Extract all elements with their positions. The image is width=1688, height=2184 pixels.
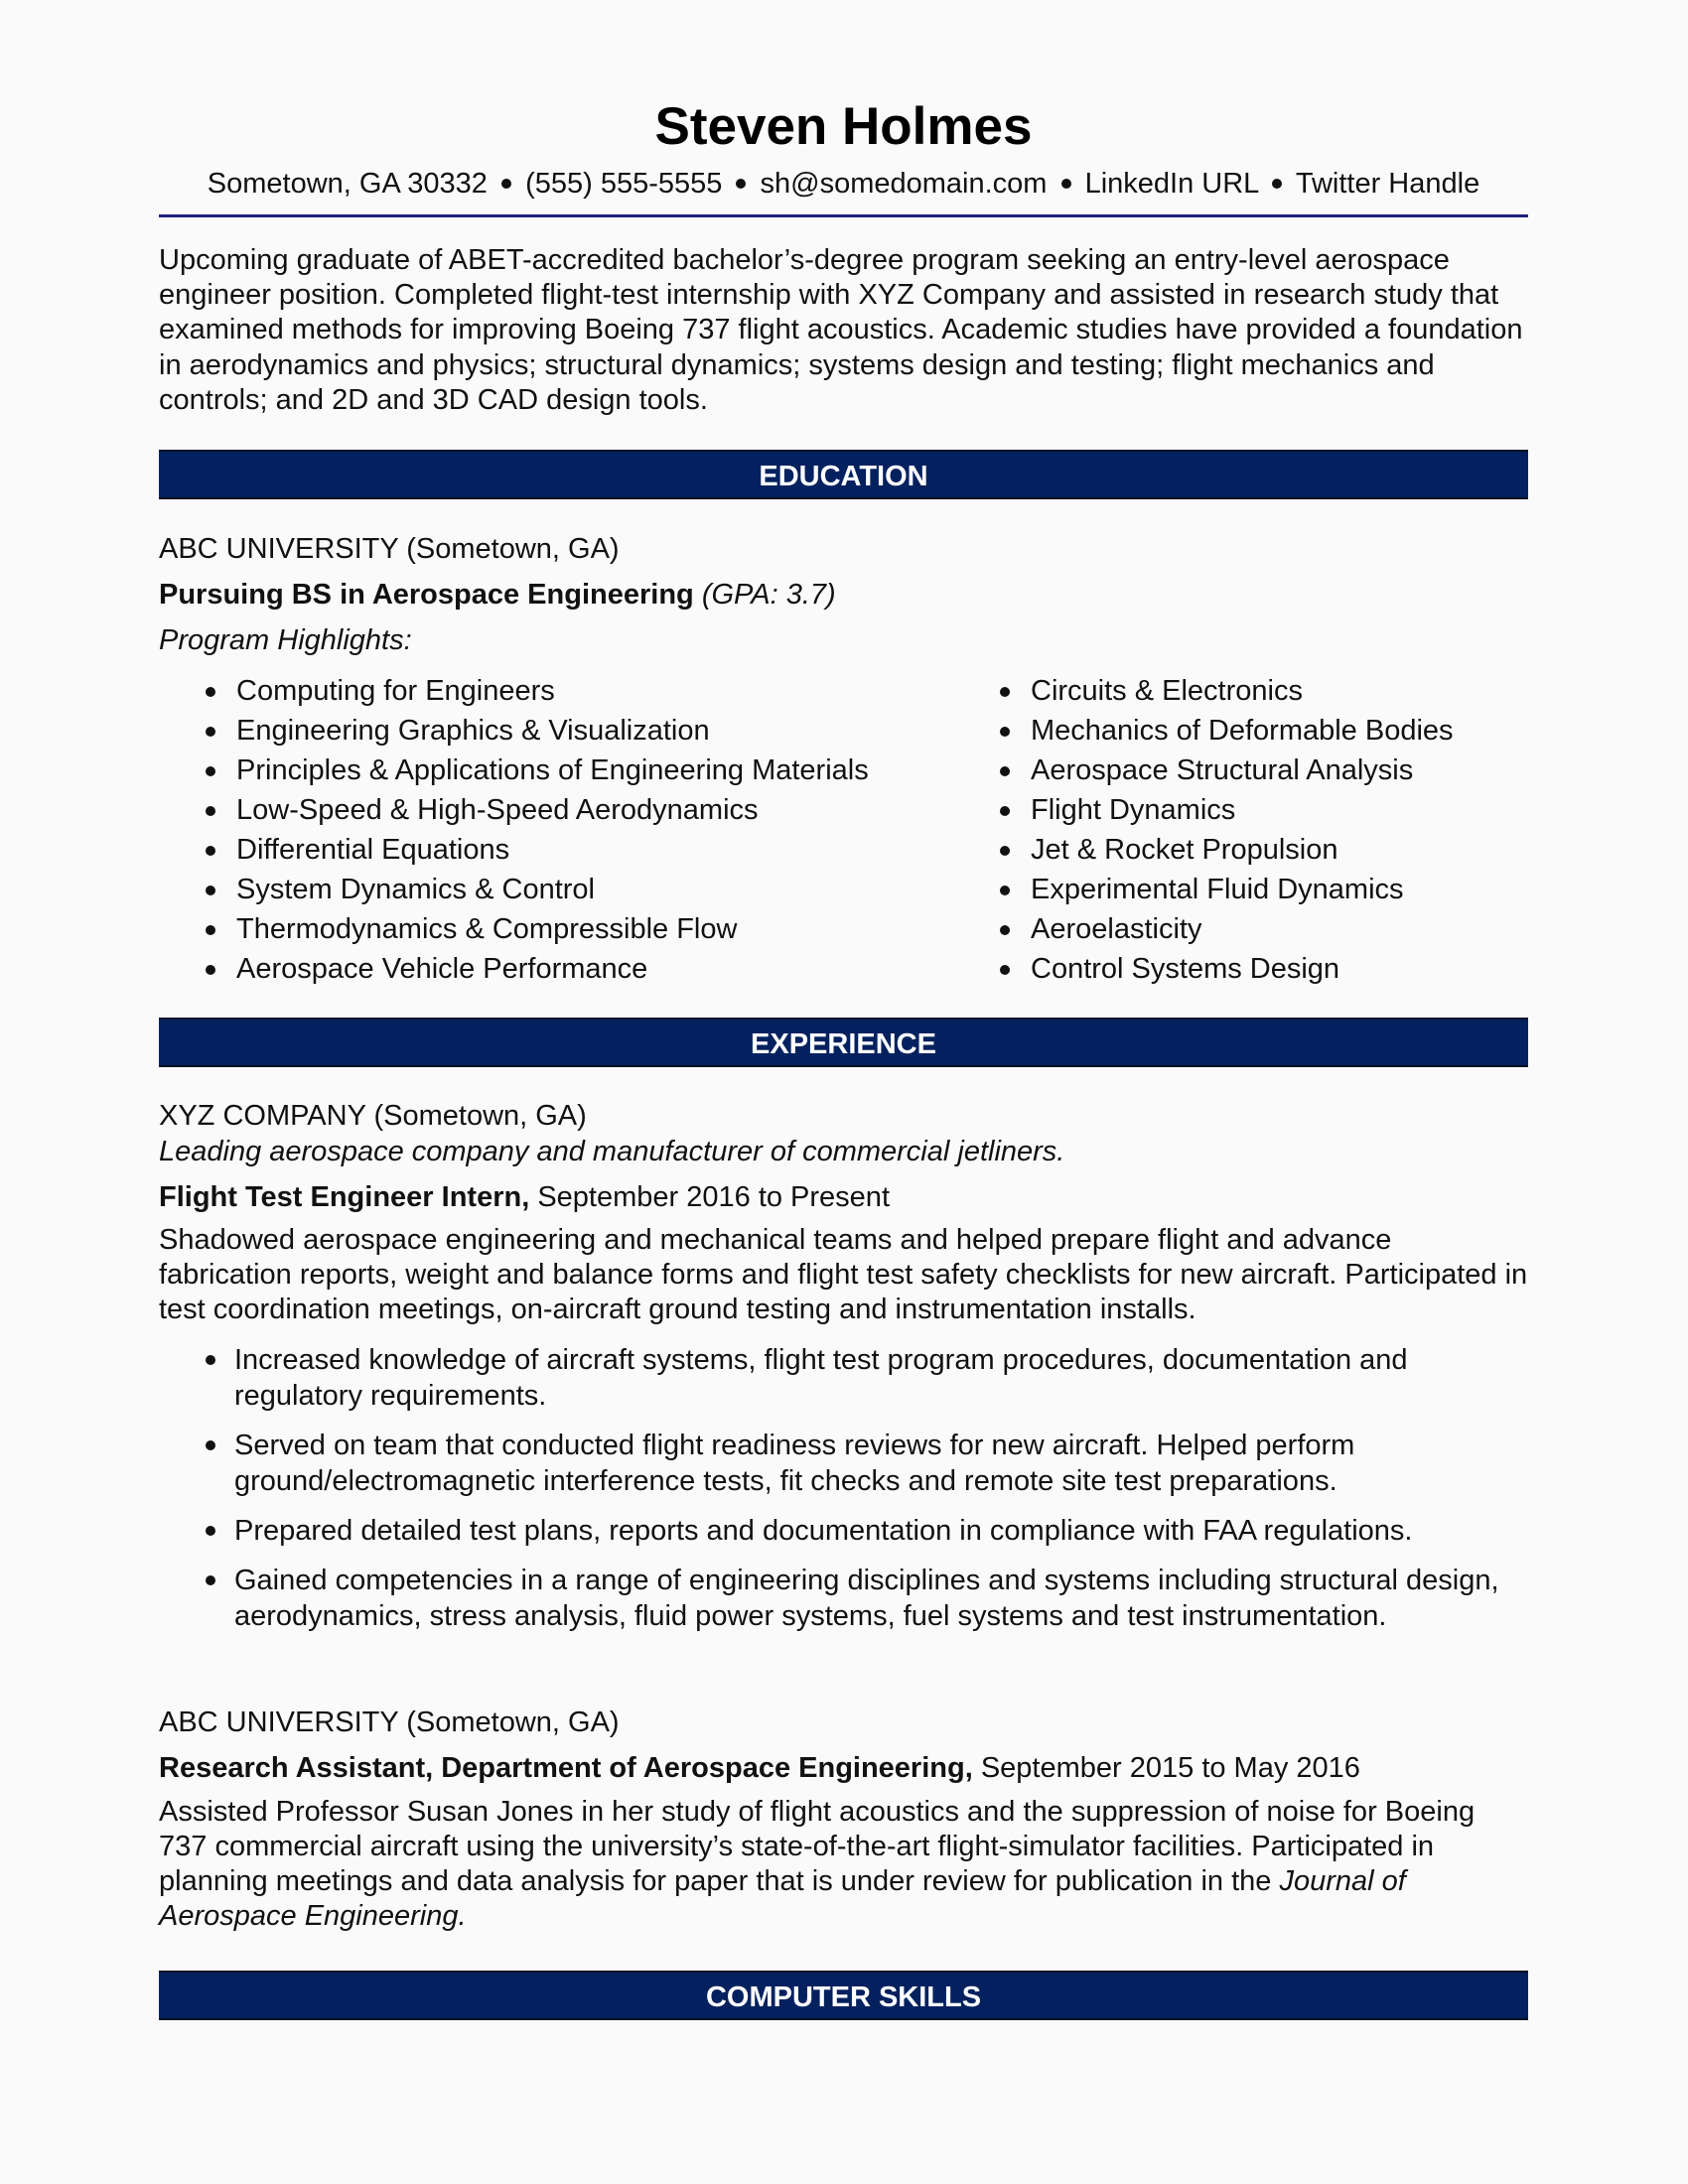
list-item: Prepared detailed test plans, reports and documentation in compliance with FAA regulations.	[159, 1513, 1528, 1549]
list-item: Increased knowledge of aircraft systems, flight test program procedures, documentation and regulatory requirements.	[159, 1342, 1528, 1414]
contact-linkedin: LinkedIn URL	[1084, 168, 1259, 200]
list-item: Circuits & Electronics	[953, 671, 1454, 711]
list-item: Gained competencies in a range of engineering disciplines and systems including structural design, aerodynamics, stress analysis, fluid power systems, fuel systems and test instrumentation.	[159, 1563, 1528, 1634]
job-dates: September 2016 to Present	[537, 1181, 890, 1213]
job-achievements-list	[159, 1342, 1528, 1634]
job-title: Research Assistant, Department of Aerospace Engineering,	[159, 1752, 973, 1784]
section-heading-education: EDUCATION	[159, 450, 1528, 499]
bullet-separator-icon	[1272, 179, 1282, 189]
highlights-list-left	[159, 671, 869, 989]
job-employer: XYZ COMPANY (Sometown, GA)	[159, 1100, 587, 1132]
list-item: Aerospace Vehicle Performance	[159, 949, 869, 989]
education-school: ABC UNIVERSITY (Sometown, GA)	[159, 533, 620, 565]
bullet-separator-icon	[736, 179, 746, 189]
bullet-separator-icon	[501, 179, 511, 189]
education-degree: Pursuing BS in Aerospace Engineering	[159, 579, 694, 611]
job-title-line	[159, 1750, 1360, 1786]
contact-line	[159, 166, 1528, 202]
list-item: Differential Equations	[159, 830, 869, 870]
list-item: System Dynamics & Control	[159, 870, 869, 909]
highlights-list-right	[953, 671, 1454, 989]
job-description	[159, 1795, 1528, 1934]
contact-address: Sometown, GA 30332	[207, 168, 488, 200]
list-item: Computing for Engineers	[159, 671, 869, 711]
summary-paragraph: Upcoming graduate of ABET-accredited bachelor’s-degree program seeking an entry-level aerospace engineer position. Completed flight-test internship with XYZ Company and assisted in research study that examined methods for improving Boeing 737 flight acoustics. Academic studies have provided a foundation in aerodynamics and physics; structural dynamics; systems design and testing; flight mechanics and controls; and 2D and 3D CAD design tools.	[159, 244, 1523, 416]
contact-email: sh@somedomain.com	[760, 168, 1048, 200]
header-divider	[159, 214, 1528, 217]
list-item: Jet & Rocket Propulsion	[953, 830, 1454, 870]
contact-phone: (555) 555-5555	[525, 168, 723, 200]
education-degree-line	[159, 577, 836, 613]
job-title-line	[159, 1179, 890, 1215]
list-item: Flight Dynamics	[953, 790, 1454, 830]
job-description: Shadowed aerospace engineering and mechanical teams and helped prepare flight and advance fabrication reports, weight and balance forms and flight test safety checklists for new aircraft. Participated in test coordination meetings, on-aircraft ground testing and instrumentation installs.	[159, 1224, 1528, 1325]
list-item: Thermodynamics & Compressible Flow	[159, 909, 869, 949]
program-highlights-label: Program Highlights:	[159, 624, 412, 656]
list-item: Served on team that conducted flight readiness reviews for new aircraft. Helped perform ground/electromagnetic interference tests, fit checks and remote site test preparations.	[159, 1428, 1528, 1499]
journal-name: Journal of Aerospace Engineering.	[159, 1865, 1406, 1932]
section-heading-experience: EXPERIENCE	[159, 1018, 1528, 1067]
list-item: Experimental Fluid Dynamics	[953, 870, 1454, 909]
candidate-name: Steven Holmes	[654, 97, 1033, 156]
list-item: Aeroelasticity	[953, 909, 1454, 949]
list-item: Aerospace Structural Analysis	[953, 751, 1454, 790]
list-item: Mechanics of Deformable Bodies	[953, 711, 1454, 751]
job-title: Flight Test Engineer Intern,	[159, 1181, 530, 1213]
list-item: Control Systems Design	[953, 949, 1454, 989]
section-heading-computer-skills: COMPUTER SKILLS	[159, 1971, 1528, 2020]
list-item: Low-Speed & High-Speed Aerodynamics	[159, 790, 869, 830]
education-gpa: (GPA: 3.7)	[701, 579, 836, 611]
list-item: Principles & Applications of Engineering Materials	[159, 751, 869, 790]
job-description-text: Assisted Professor Susan Jones in her study of flight acoustics and the suppression of noise for Boeing 737 commercial aircraft using the university’s state-of-the-art flight-simulator facilities. Participated in planning meetings and data analysis for paper that is under review for publication in the	[159, 1796, 1476, 1897]
list-item: Engineering Graphics & Visualization	[159, 711, 869, 751]
job-employer: ABC UNIVERSITY (Sometown, GA)	[159, 1706, 620, 1738]
contact-twitter: Twitter Handle	[1295, 168, 1480, 200]
bullet-separator-icon	[1061, 179, 1071, 189]
job-employer-tagline: Leading aerospace company and manufacturer of commercial jetliners.	[159, 1136, 1065, 1167]
job-dates: September 2015 to May 2016	[980, 1752, 1360, 1784]
